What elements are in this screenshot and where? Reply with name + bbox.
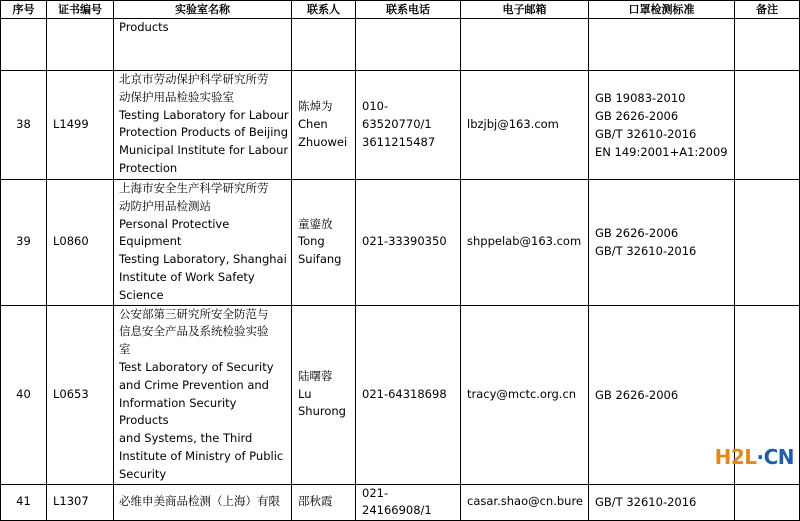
watermark-text-2: ·CN (756, 445, 794, 469)
lab-name-line: Information Security Products (119, 395, 237, 428)
cell-email: shppelab@163.com (461, 180, 589, 306)
header-standard: 口罩检测标准 (589, 1, 735, 19)
standard-line: EN 149:2001+A1:2009 (595, 145, 728, 159)
contact-line: Chen (298, 117, 328, 132)
standard-line: GB 19083-2010 (595, 91, 686, 105)
cell-lab-name (114, 19, 292, 71)
cell-email: casar.shao@cn.bure (461, 484, 589, 521)
contact-line: Tong (298, 234, 325, 249)
standard-line: GB/T 32610-2016 (595, 127, 697, 141)
header-cert: 证书编号 (47, 1, 114, 19)
lab-name-line: Institute of Work Safety (119, 269, 255, 284)
contact-line: 邵秋霞 (298, 494, 333, 509)
cell-cert: L1499 (47, 71, 114, 180)
cell-contact (292, 484, 356, 521)
cell-lab-name (114, 484, 292, 521)
lab-name-line: Institute of Ministry of Public (119, 448, 284, 463)
cell-phone (356, 180, 461, 306)
cell-standard (589, 180, 735, 306)
lab-name-line: Protection Products of Beijing (119, 125, 289, 140)
lab-name-line: Personal Protective Equipment (119, 216, 230, 249)
lab-name-line: Products (119, 20, 169, 34)
header-no: 序号 (1, 1, 47, 19)
cell-lab-name (114, 305, 292, 484)
cell-note (735, 180, 800, 306)
standard-line: GB/T 32610-2016 (595, 495, 697, 510)
cell-no: 38 (1, 71, 47, 180)
table-row-partial (1, 19, 800, 71)
header-email: 电子邮箱 (461, 1, 589, 19)
header-row (1, 1, 800, 19)
standard-line: GB 2626-2006 (595, 226, 679, 241)
lab-name-line: Test Laboratory of Security (119, 359, 274, 374)
watermark-text-1: H2L (714, 445, 757, 469)
lab-name-line: and Crime Prevention and (119, 377, 269, 392)
table-row (1, 180, 800, 306)
table-row (1, 484, 800, 521)
lab-name-line: Testing Laboratory, Shanghai (119, 252, 287, 267)
phone-line: 010-63520770/1 (362, 99, 432, 132)
cell-phone (356, 484, 461, 521)
contact-line: Shurong (298, 404, 346, 419)
cell-standard (589, 71, 735, 180)
lab-name-line: 信息安全产品及系统检验实验 (119, 324, 269, 339)
cell-contact (292, 180, 356, 306)
cell-cert: L1307 (47, 484, 114, 521)
lab-name-line: 上海市安全生产科学研究所劳 (119, 181, 269, 195)
table-row (1, 305, 800, 484)
cell-standard (589, 305, 735, 484)
phone-line: 021-64318698 (362, 386, 447, 401)
lab-name-line: Protection (119, 160, 178, 175)
lab-name-line: Security (119, 466, 167, 481)
contact-line: Lu (298, 386, 312, 401)
standard-line: GB 2626-2006 (595, 109, 679, 123)
site-watermark-logo (715, 446, 794, 468)
cell-contact (292, 71, 356, 180)
cell-cert: L0860 (47, 180, 114, 306)
header-contact: 联系人 (292, 1, 356, 19)
header-lab-name: 实验室名称 (114, 1, 292, 19)
lab-name-line: 必维申美商品检测（上海）有限 (119, 494, 280, 509)
table-row (1, 71, 800, 180)
cell-no: 41 (1, 484, 47, 521)
cell-lab-name (114, 71, 292, 180)
cell-phone (356, 19, 461, 71)
cell-note (735, 19, 800, 71)
cell-phone (356, 71, 461, 180)
lab-name-line: Science (119, 287, 164, 302)
lab-name-line: and Systems, the Third (119, 431, 253, 446)
contact-line: 陈焯为 (298, 99, 333, 114)
cell-cert (47, 19, 114, 71)
lab-name-line: 动保护用品检验实验室 (119, 89, 234, 104)
cell-email (461, 19, 589, 71)
cell-email: tracy@mctc.org.cn (461, 305, 589, 484)
cell-contact (292, 305, 356, 484)
lab-name-line: Testing Laboratory for Labour (119, 107, 289, 122)
lab-name-line: 动防护用品检测站 (119, 198, 211, 213)
table-body (1, 71, 800, 521)
cell-note (735, 484, 800, 521)
contact-line: Suifang (298, 252, 342, 267)
cell-standard (589, 19, 735, 71)
cell-note (735, 71, 800, 180)
contact-line: Zhuowei (298, 134, 348, 149)
contact-line: 童鎏放 (298, 216, 333, 231)
lab-name-line: Municipal Institute for Labour (119, 143, 289, 158)
cell-no: 40 (1, 305, 47, 484)
phone-line: 021-33390350 (362, 234, 447, 249)
cell-no: 39 (1, 180, 47, 306)
cell-phone (356, 305, 461, 484)
cell-standard (589, 484, 735, 521)
standard-line: GB 2626-2006 (595, 387, 679, 402)
phone-line: 3611215487 (362, 134, 436, 149)
cell-lab-name (114, 180, 292, 306)
contact-line: 陆曙蓉 (298, 368, 333, 383)
cell-no (1, 19, 47, 71)
cell-cert: L0653 (47, 305, 114, 484)
cell-contact (292, 19, 356, 71)
standard-line: GB/T 32610-2016 (595, 244, 697, 259)
lab-name-line: 北京市劳动保护科学研究所劳 (119, 72, 269, 86)
cell-email: lbzjbj@163.com (461, 71, 589, 180)
header-note: 备注 (735, 1, 800, 19)
phone-line: 021-24166908/1 (362, 485, 432, 518)
lab-name-line: 公安部第三研究所安全防范与 (119, 306, 269, 321)
header-phone: 联系电话 (356, 1, 461, 19)
lab-name-line: 室 (119, 342, 131, 357)
